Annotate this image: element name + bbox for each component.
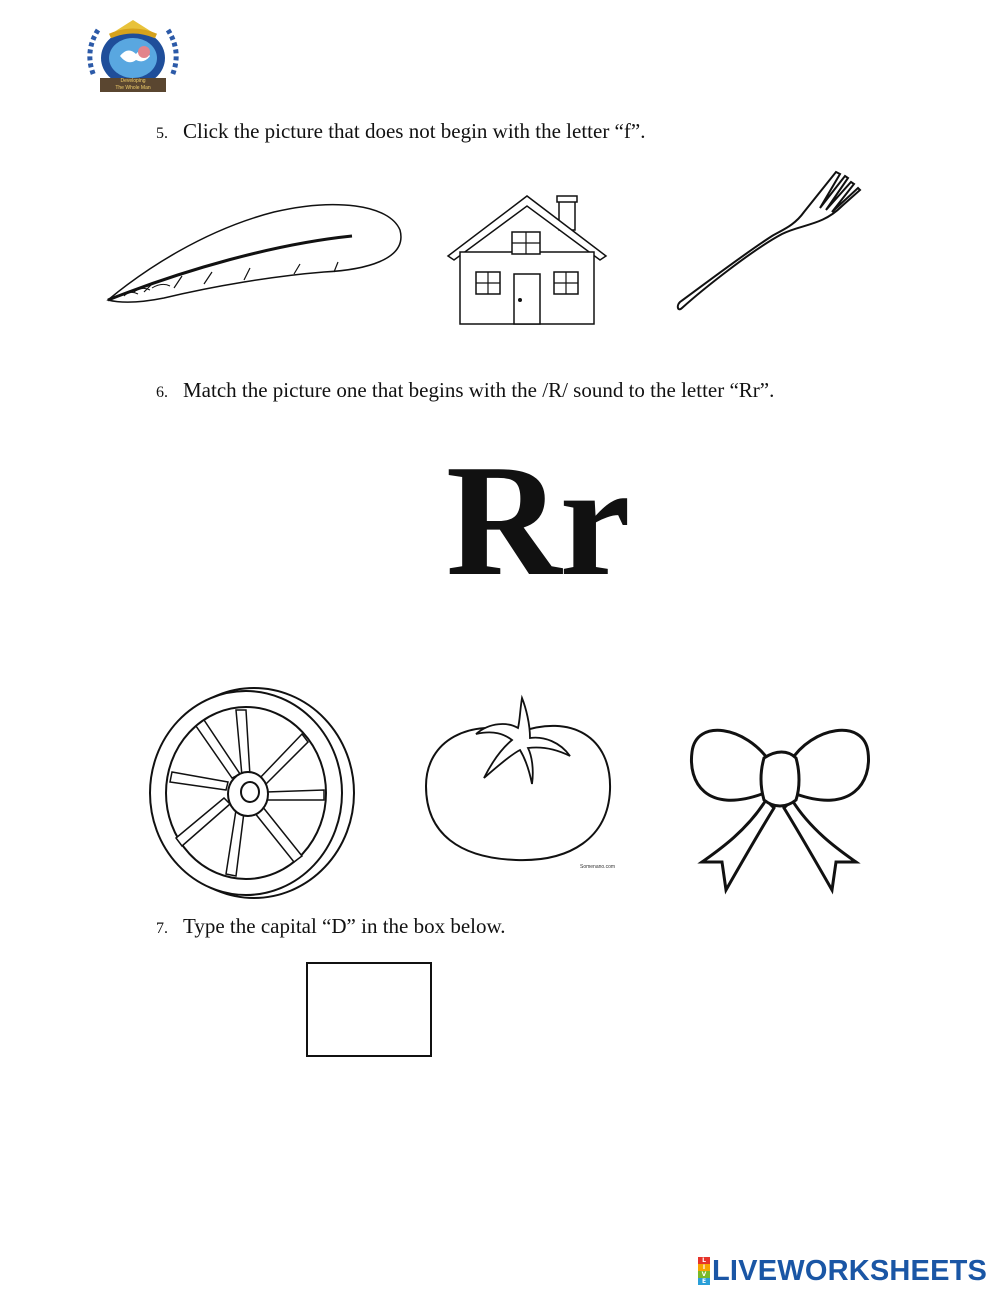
logo-motto-line-2: The Whole Man [115,85,151,91]
question-number: 5. [156,125,168,142]
badge-letter: V [698,1271,710,1278]
question-text: Type the capital “D” in the box below. [183,914,506,938]
badge-letter: L [698,1257,710,1264]
feather-icon [104,200,404,312]
logo-motto-line-1: Developing [120,78,146,84]
liveworksheets-logo[interactable] [698,1256,996,1288]
badge-letter: I [698,1264,710,1271]
question-6 [156,377,774,406]
question-5 [156,118,645,147]
wheel-icon [144,686,356,900]
question-number: 7. [156,920,168,937]
live-badge-icon [698,1257,710,1285]
capital-d-answer-box[interactable] [306,962,432,1057]
bow-icon [686,722,872,894]
brand-name: LIVEWORKSHEETS [712,1255,988,1287]
fork-picture[interactable] [672,170,868,316]
wheel-picture[interactable] [144,686,356,900]
question-text: Match the picture one that begins with the /R/ sound to the letter “Rr”. [183,378,775,402]
house-icon [446,192,608,326]
tomato-picture[interactable] [420,694,620,872]
badge-letter: E [698,1278,710,1285]
feather-picture[interactable] [104,200,404,312]
house-picture[interactable] [446,192,608,326]
bow-picture[interactable] [686,722,872,894]
tomato-caption: Somenano.com [580,864,616,870]
question-7 [156,913,506,942]
tomato-icon [420,694,620,872]
question-text: Click the picture that does not begin with the letter “f”. [183,119,646,143]
letter-rr-target[interactable]: Rr [446,431,629,609]
school-logo [78,16,188,96]
fork-icon [672,170,868,316]
question-number: 6. [156,384,168,401]
